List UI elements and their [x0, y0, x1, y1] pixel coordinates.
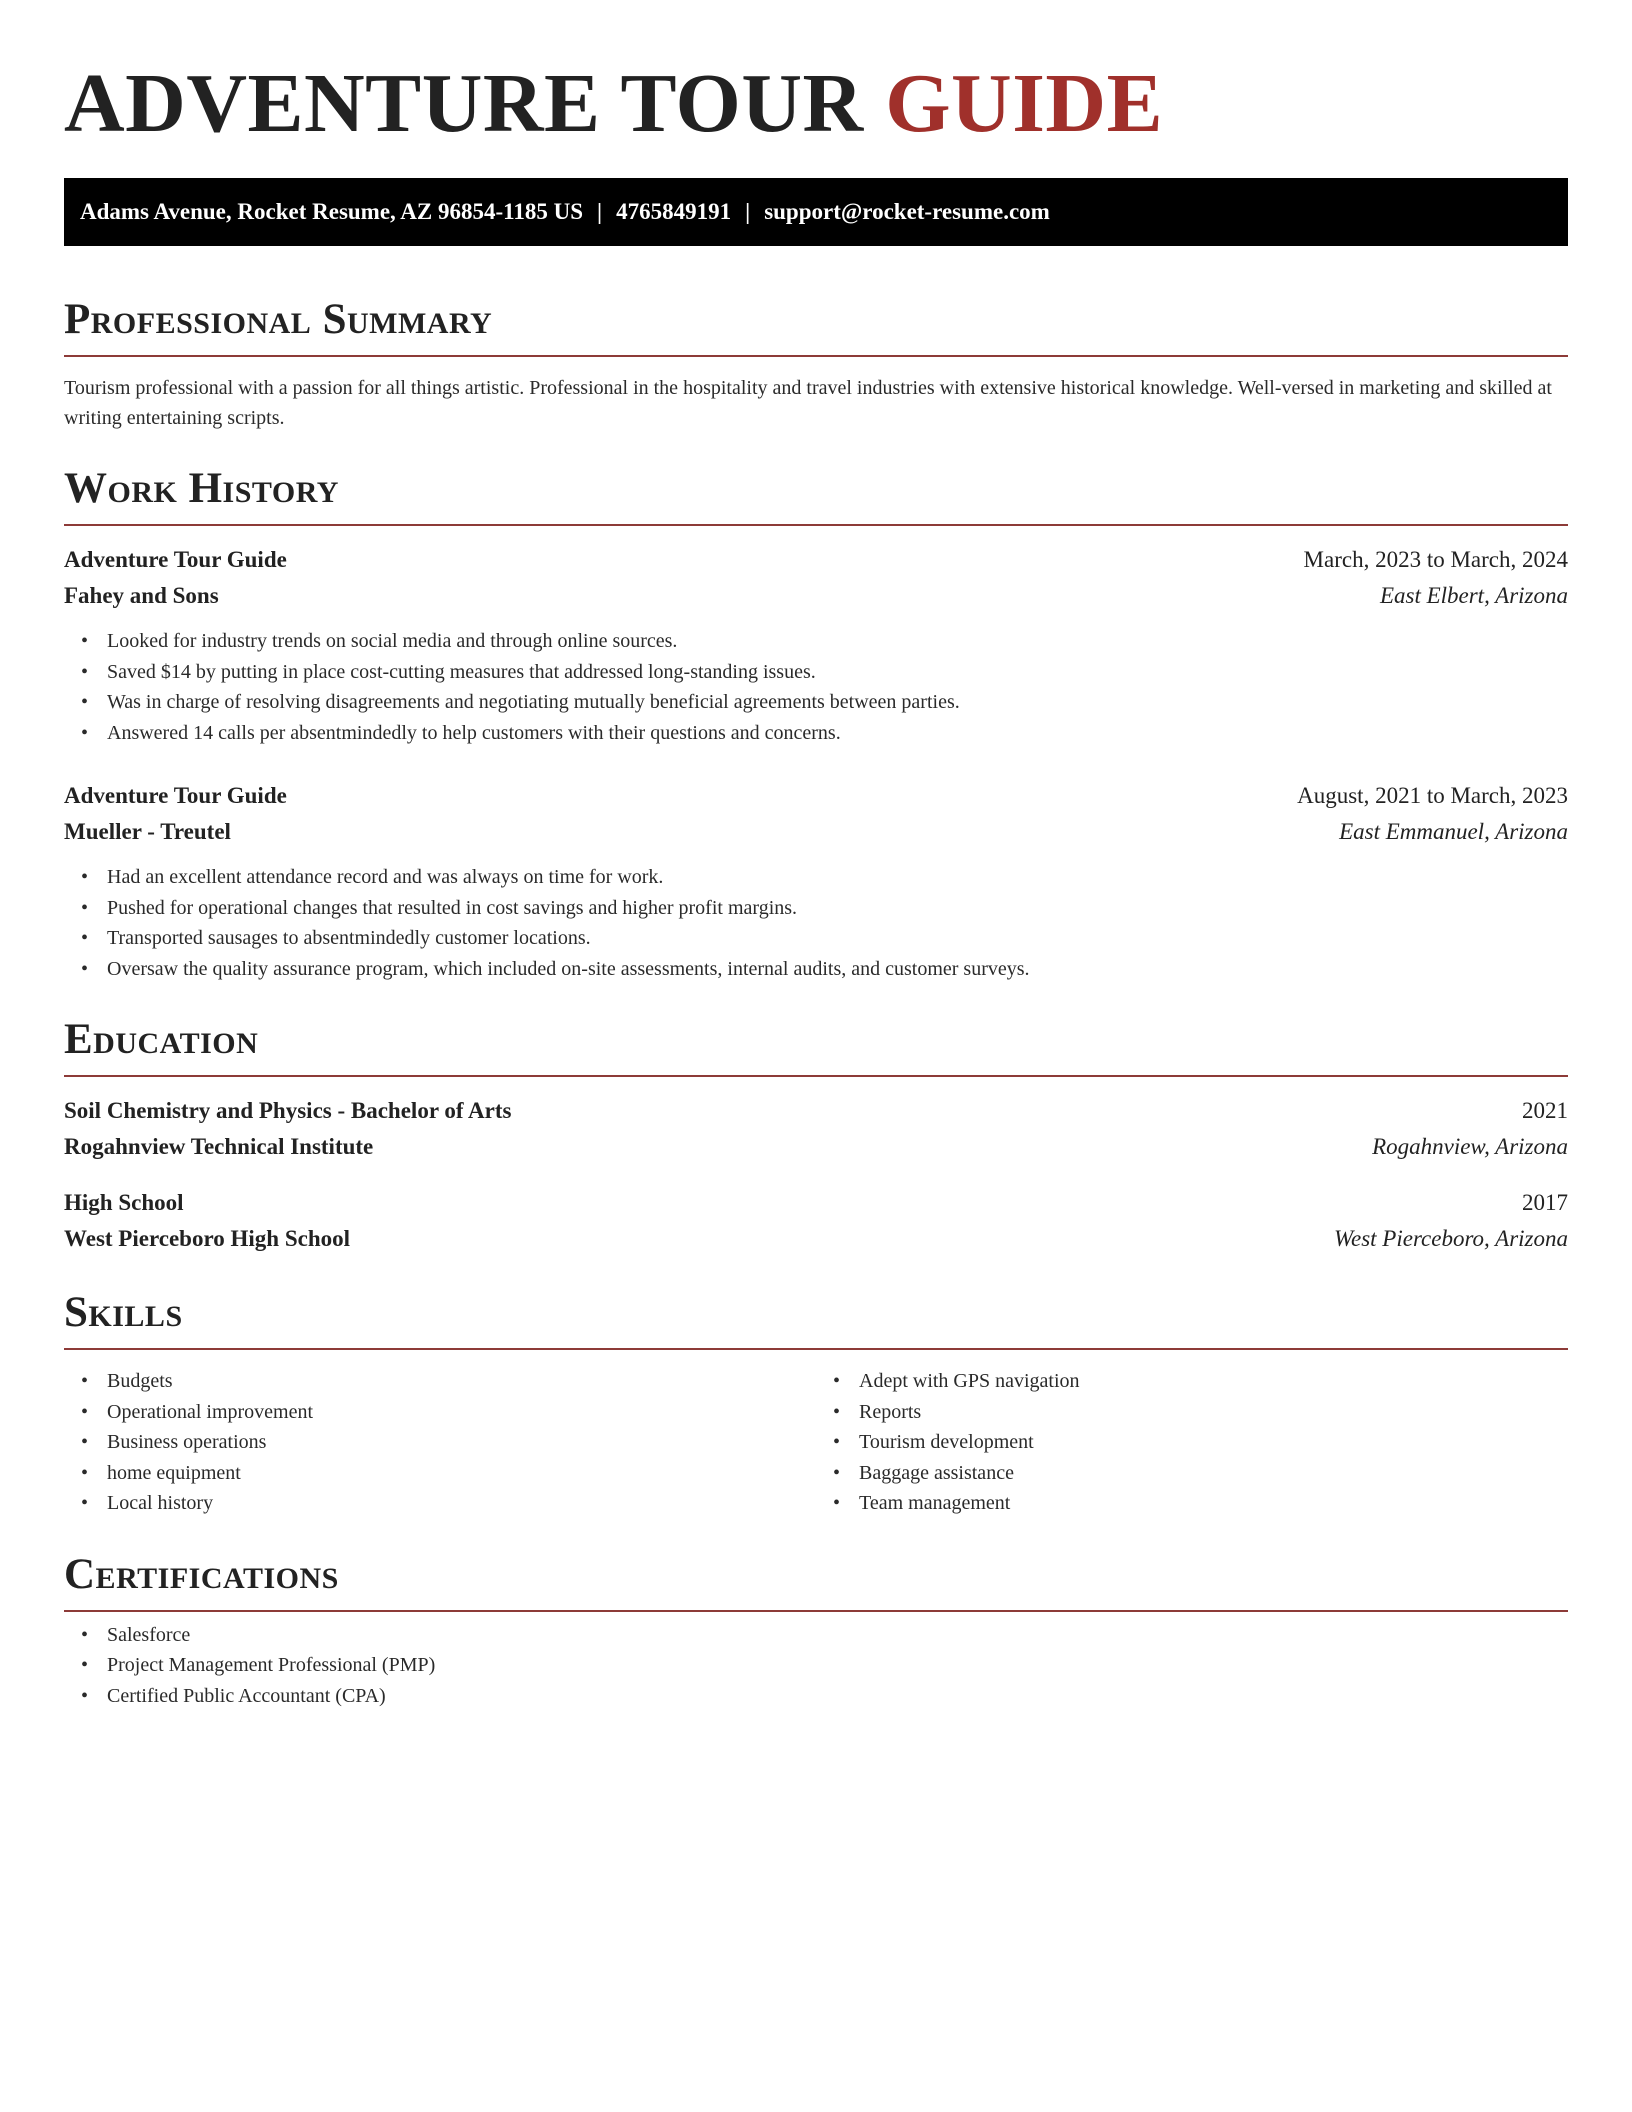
job-company: Mueller - Treutel: [64, 819, 231, 845]
job-entry: [64, 542, 1568, 748]
certification-item: • Salesforce: [107, 1620, 1568, 1651]
education-degree-row: [64, 1185, 1568, 1221]
contact-address: Adams Avenue, Rocket Resume, AZ 96854-1185 US: [80, 199, 584, 225]
skills-heading: Skills: [64, 1289, 183, 1337]
section-divider: [64, 524, 1568, 526]
education-heading: Education: [64, 1016, 259, 1064]
education-entry: [64, 1185, 1568, 1257]
job-company-row: [64, 814, 1568, 850]
certifications-section: [64, 1550, 1568, 1712]
education-degree: Soil Chemistry and Physics - Bachelor of Arts: [64, 1098, 512, 1124]
education-degree-row: [64, 1093, 1568, 1129]
job-duty-item: • Pushed for operational changes that resulted in cost savings and higher profit margins.: [107, 893, 1568, 924]
skill-item: • home equipment: [107, 1458, 816, 1489]
skill-item: • Team management: [859, 1488, 1568, 1519]
section-divider: [64, 1075, 1568, 1077]
skills-section: [64, 1291, 1568, 1519]
certification-item: • Certified Public Accountant (CPA): [107, 1681, 1568, 1712]
job-entry: [64, 778, 1568, 984]
job-header-row: [64, 542, 1568, 578]
section-divider: [64, 1348, 1568, 1350]
skill-item: • Business operations: [107, 1427, 816, 1458]
job-list: [64, 542, 1568, 984]
job-company: Fahey and Sons: [64, 583, 219, 609]
job-header-row: [64, 778, 1568, 814]
title-accent: GUIDE: [885, 57, 1164, 150]
contact-email: support@rocket-resume.com: [764, 199, 1050, 225]
skill-item: • Tourism development: [859, 1427, 1568, 1458]
work-history-section: [64, 467, 1568, 984]
skill-item: • Reports: [859, 1397, 1568, 1428]
summary-heading: Professional Summary: [64, 296, 493, 344]
title-main: ADVENTURE TOUR: [64, 57, 864, 150]
job-duty-item: • Transported sausages to absentmindedly customer locations.: [107, 923, 1568, 954]
education-school-row: [64, 1221, 1568, 1257]
section-divider: [64, 1610, 1568, 1612]
skill-item: • Operational improvement: [107, 1397, 816, 1428]
skill-item: • Budgets: [107, 1366, 816, 1397]
education-school: West Pierceboro High School: [64, 1226, 350, 1252]
resume-page: [64, 0, 1568, 1711]
contact-bar: [64, 178, 1568, 246]
contact-phone: 4765849191: [616, 199, 732, 225]
education-school-row: [64, 1129, 1568, 1165]
certifications-list: [64, 1620, 1568, 1712]
job-duty-item: • Had an excellent attendance record and was always on time for work.: [107, 862, 1568, 893]
job-duties-list: [64, 862, 1568, 984]
education-year: 2017: [1522, 1190, 1568, 1216]
skills-list-left: [64, 1366, 816, 1519]
job-duty-item: • Looked for industry trends on social media and through online sources.: [107, 626, 1568, 657]
skill-item: • Adept with GPS navigation: [859, 1366, 1568, 1397]
job-position: Adventure Tour Guide: [64, 547, 287, 573]
skills-list-right: [816, 1366, 1568, 1519]
job-duty-item: • Answered 14 calls per absentmindedly to help customers with their questions and concerns.: [107, 718, 1568, 749]
education-location: West Pierceboro, Arizona: [1333, 1226, 1568, 1252]
job-dates: August, 2021 to March, 2023: [1297, 783, 1568, 809]
skill-item: • Local history: [107, 1488, 816, 1519]
education-location: Rogahnview, Arizona: [1372, 1134, 1568, 1160]
certification-item: • Project Management Professional (PMP): [107, 1650, 1568, 1681]
summary-section: [64, 298, 1568, 433]
job-company-row: [64, 578, 1568, 614]
education-section: [64, 1018, 1568, 1257]
job-dates: March, 2023 to March, 2024: [1303, 547, 1568, 573]
resume-title: [64, 0, 1568, 156]
job-location: East Elbert, Arizona: [1379, 583, 1568, 609]
job-duty-item: • Was in charge of resolving disagreements and negotiating mutually beneficial agreements between parties.: [107, 687, 1568, 718]
job-duty-item: • Oversaw the quality assurance program, which included on-site assessments, internal audits, and customer surveys.: [107, 954, 1568, 985]
education-year: 2021: [1522, 1098, 1568, 1124]
summary-text: Tourism professional with a passion for all things artistic. Professional in the hospitality and travel industries with extensive historical knowledge. Well-versed in marketing and skilled at writing entertaining scripts.: [64, 377, 1552, 430]
section-divider: [64, 355, 1568, 357]
contact-separator: |: [597, 199, 603, 225]
skill-item: • Baggage assistance: [859, 1458, 1568, 1489]
education-degree: High School: [64, 1190, 184, 1216]
job-location: East Emmanuel, Arizona: [1339, 819, 1568, 845]
contact-separator: |: [745, 199, 751, 225]
job-position: Adventure Tour Guide: [64, 783, 287, 809]
skills-columns: [64, 1358, 1568, 1519]
education-entry: [64, 1093, 1568, 1165]
work-history-heading: Work History: [64, 465, 339, 513]
job-duty-item: • Saved $14 by putting in place cost-cutting measures that addressed long-standing issues.: [107, 657, 1568, 688]
education-school: Rogahnview Technical Institute: [64, 1134, 374, 1160]
job-duties-list: [64, 626, 1568, 748]
certifications-heading: Certifications: [64, 1550, 339, 1598]
education-list: [64, 1093, 1568, 1257]
